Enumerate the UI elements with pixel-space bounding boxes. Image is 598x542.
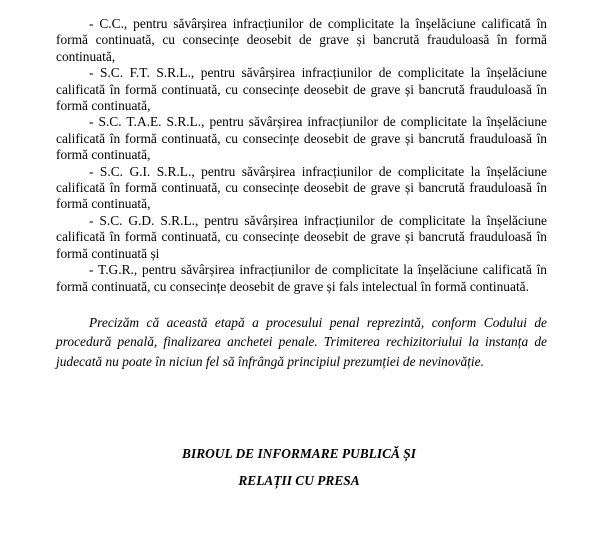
signature-department-line1: BIROUL DE INFORMARE PUBLICĂ ȘI xyxy=(182,446,416,461)
legal-notice-paragraph: Precizăm că această etapă a procesului penal reprezintă, conform Codului de procedură penală, finalizarea anchetei penale. Trimiterea rechizitoriului la instanța de judecată nu poate în niciun fel să înfrângă principiul prezumției de nevinovăție. xyxy=(56,314,547,369)
list-item: - S.C. G.D. S.R.L., pentru săvârșirea infracțiunilor de complicitate la înșelăciune calificată în formă continuată, cu consecințe deosebit de grave și bancrută frauduloasă în formă continuată și xyxy=(56,212,547,261)
list-item: - S.C. T.A.E. S.R.L., pentru săvârșirea infracțiunilor de complicitate la înșelăciune calificată în formă continuată, cu consecințe deosebit de grave și bancrută frauduloasă în formă continuată, xyxy=(56,114,547,163)
list-item: - T.G.R., pentru săvârșirea infracțiunilor de complicitate la înșelăciune calificată în formă continuată, cu consecințe deosebit de grave și fals intelectual în formă continuată. xyxy=(56,262,547,294)
list-item: - S.C. G.I. S.R.L., pentru săvârșirea infracțiunilor de complicitate la înșelăciune calificată în formă continuată, cu consecințe deosebit de grave și bancrută frauduloasă în formă continuată, xyxy=(56,163,547,212)
signature-department-line2: RELAȚII CU PRESA xyxy=(238,473,360,488)
document-body xyxy=(56,16,547,371)
list-item: - C.C., pentru săvârșirea infracțiunilor de complicitate la înșelăciune calificată în formă continuată, cu consecințe deosebit de grave și bancrută frauduloasă în formă continuată, xyxy=(56,16,547,64)
list-item: - S.C. F.T. S.R.L., pentru săvârșirea infracțiunilor de complicitate la înșelăciune calificată în formă continuată, cu consecințe deosebit de grave și bancrută frauduloasă în formă continuată, xyxy=(56,65,547,114)
